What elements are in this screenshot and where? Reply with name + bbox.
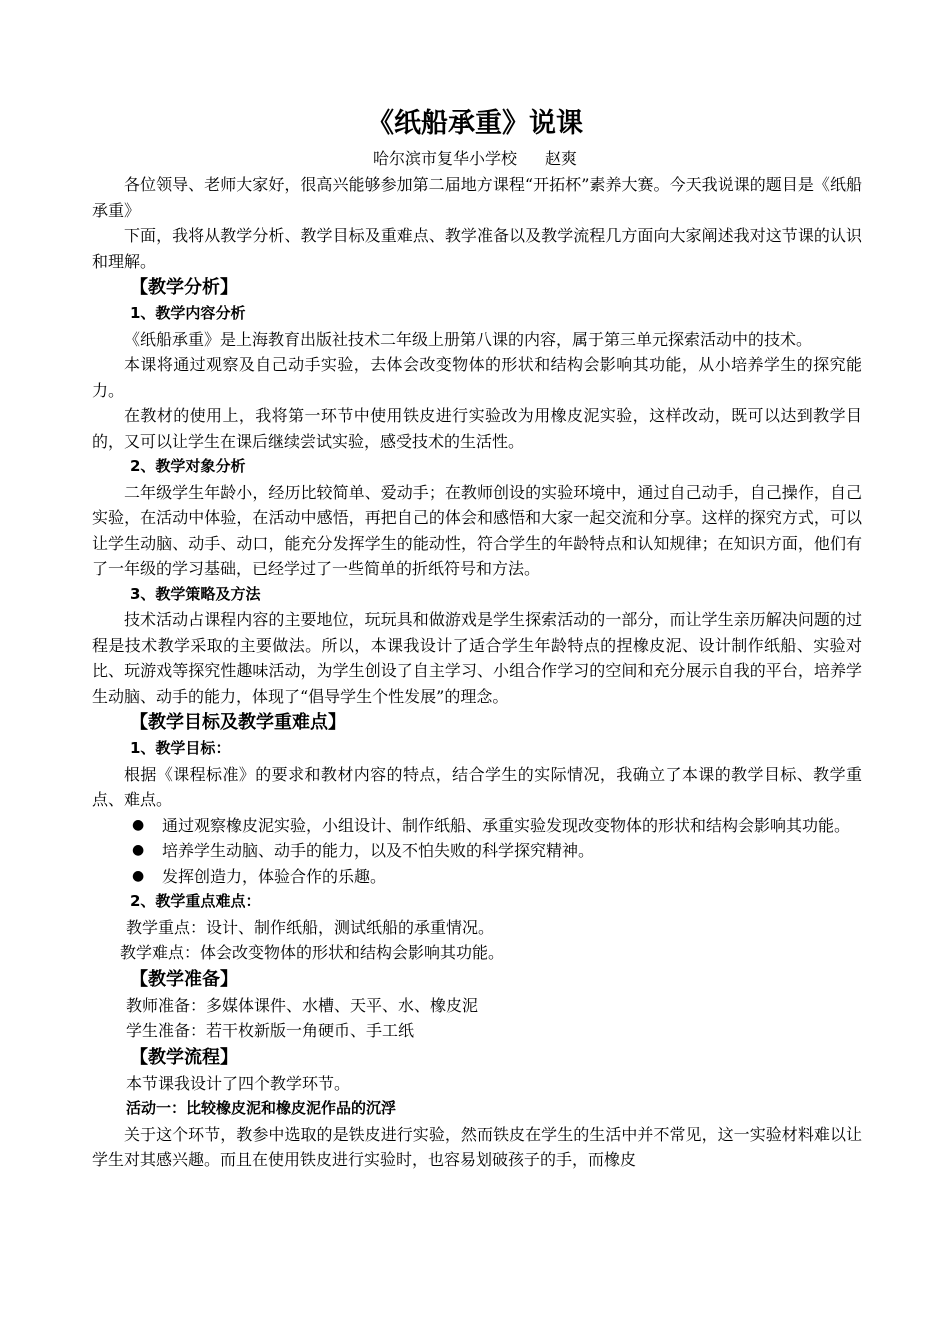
document-body [92,172,862,1173]
section-heading-process: 【教学流程】 [130,1046,238,1068]
subheading-strategy: 3、教学策略及方法 [130,584,261,603]
activity-heading: 活动一：比较橡皮泥和橡皮泥作品的沉浮 [126,1099,397,1117]
intro-paragraph: 下面，我将从教学分析、教学目标及重难点、教学准备以及教学流程几方面向大家阐述我对这节课的认识和理解。 [92,226,862,271]
subheading-key-points: 2、教学重点难点： [130,892,261,910]
key-point: 教学重点：设计、制作纸船，测试纸船的承重情况。 [126,917,495,937]
content-paragraph: 本课将通过观察及自己动手实验，去体会改变物体的形状和结构会影响其功能，从小培养学生的探究能力。 [92,355,862,400]
author-school: 哈尔滨市复华小学校 [372,149,517,168]
object-paragraph: 二年级学生年龄小，经历比较简单、爱动手；在教师创设的实验环境中，通过自己动手，自己操作，自己实验，在活动中体验，在活动中感悟，再把自己的体会和感悟和大家一起交流和分享。这样的探究方式，可以让学生动脑、动手、动口，能充分发挥学生的能动性，符合学生的年龄特点和认知规律；在知识方面，他们有了一年级的学习基础，已经学过了一些简单的折纸符号和方法。 [92,482,862,578]
content-paragraph: 《纸船承重》是上海教育出版社技术二年级上册第八课的内容，属于第三单元探索活动中的技术。 [124,329,813,349]
difficult-point: 教学难点：体会改变物体的形状和结构会影响其功能。 [120,943,505,962]
bullet-icon: ● [132,842,145,858]
list-item [92,813,862,839]
section-heading-analysis: 【教学分析】 [130,277,238,298]
list-item [92,838,862,864]
list-item-text: 培养学生动脑、动手的能力，以及不怕失败的科学探究精神。 [162,841,595,860]
intro-paragraph: 各位领导、老师大家好，很高兴能够参加第二届地方课程“开拓杯”素养大赛。今天我说课的题目是《纸船承重》 [92,175,862,220]
strategy-paragraph: 技术活动占课程内容的主要地位，玩玩具和做游戏是学生探索活动的一部分，而让学生亲历解决问题的过程是技术教学采取的主要做法。所以，本课我设计了适合学生年龄特点的捏橡皮泥、设计制作纸船、实验对比、玩游戏等探究性趣味活动，为学生创设了自主学习、小组合作学习的空间和充分展示自我的平台，培养学生动脑、动手的能力，体现了“倡导学生个性发展”的理念。 [92,610,862,706]
author-line [0,148,950,170]
student-preparation: 学生准备：若干枚新版一角硬币、手工纸 [126,1021,415,1040]
section-heading-goals: 【教学目标及教学重难点】 [130,712,346,733]
author-name: 赵爽 [545,149,578,168]
bullet-icon: ● [132,867,145,884]
section-heading-preparation: 【教学准备】 [130,968,238,990]
list-item-text: 通过观察橡皮泥实验，小组设计、制作纸船、承重实验发现改变物体的形状和结构会影响其功能。 [162,815,851,835]
activity-paragraph: 关于这个环节，教参中选取的是铁皮进行实验，然而铁皮在学生的生活中并不常见，这一实验材料难以让学生对其感兴趣。而且在使用铁皮进行实验时，也容易划破孩子的手，而橡皮 [92,1124,862,1169]
objective-list [92,813,862,890]
document-title: 《纸船承重》说课 [367,108,583,139]
objective-intro: 根据《课程标准》的要求和教材内容的特点，结合学生的实际情况，我确立了本课的教学目标、教学重点、难点。 [92,764,862,809]
subheading-object-analysis: 2、教学对象分析 [130,457,246,475]
list-item-text: 发挥创造力，体验合作的乐趣。 [162,866,387,886]
teacher-preparation: 教师准备：多媒体课件、水槽、天平、水、橡皮泥 [126,995,479,1015]
process-intro: 本节课我设计了四个教学环节。 [126,1073,351,1093]
content-paragraph: 在教材的使用上，我将第一环节中使用铁皮进行实验改为用橡皮泥实验，这样改动，既可以达到教学目的，又可以让学生在课后继续尝试实验，感受技术的生活性。 [92,406,862,451]
subheading-content-analysis: 1、教学内容分析 [130,304,246,322]
subheading-objective: 1、教学目标： [130,739,231,757]
bullet-icon: ● [132,816,145,833]
list-item [92,864,862,890]
